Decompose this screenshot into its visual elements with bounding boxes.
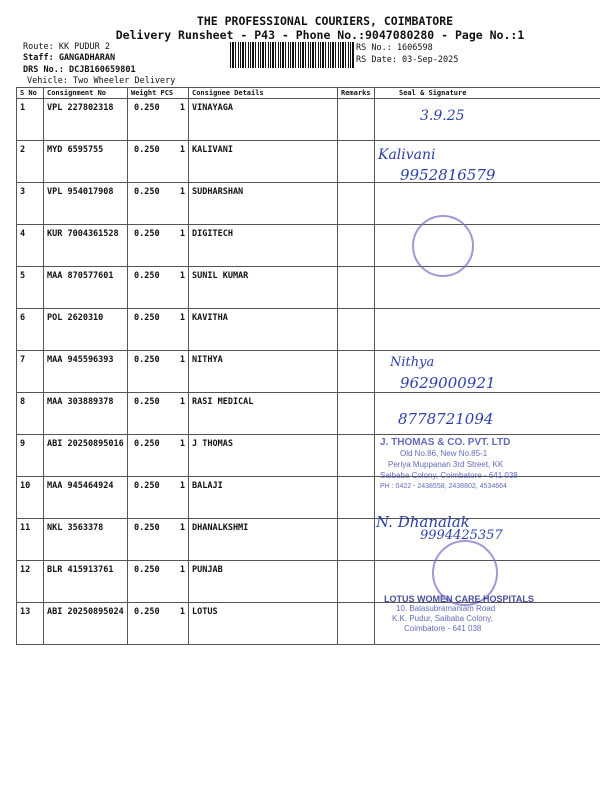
table-row xyxy=(17,351,600,393)
weight-pcs-cell xyxy=(128,435,189,477)
consignee-name: NITHYA xyxy=(189,351,338,393)
seal-signature-cell xyxy=(375,99,600,141)
weight: 0.250 xyxy=(134,397,160,407)
seal-signature-cell xyxy=(375,267,600,309)
handwritten-phone: 9952816579 xyxy=(400,166,496,184)
weight: 0.250 xyxy=(134,187,160,197)
remarks-cell xyxy=(338,183,375,225)
pieces: 1 xyxy=(179,313,185,323)
remarks-cell xyxy=(338,309,375,351)
seal-signature-cell xyxy=(375,225,600,267)
lotus-stamp xyxy=(384,594,534,634)
weight-pcs-cell xyxy=(128,519,189,561)
stamp-line: Periya Muppanan 3rd Street, KK xyxy=(388,460,504,469)
consignment-number: VPL 954017908 xyxy=(44,183,128,225)
weight: 0.250 xyxy=(134,565,160,575)
barcode xyxy=(230,42,354,68)
company-title: THE PROFESSIONAL COURIERS, COIMBATORE xyxy=(196,14,454,28)
remarks-cell xyxy=(338,561,375,603)
serial-number: 9 xyxy=(17,435,44,477)
remarks-cell xyxy=(338,519,375,561)
remarks-cell xyxy=(338,225,375,267)
weight: 0.250 xyxy=(134,355,160,365)
serial-number: 10 xyxy=(17,477,44,519)
column-header: S No xyxy=(17,88,44,99)
table-row xyxy=(17,183,600,225)
weight: 0.250 xyxy=(134,523,160,533)
pieces: 1 xyxy=(179,187,185,197)
remarks-cell xyxy=(338,267,375,309)
weight-pcs-cell xyxy=(128,477,189,519)
drs-number: DRS No.: DCJB160659801 xyxy=(23,65,136,75)
weight-pcs-cell xyxy=(128,561,189,603)
stamp-line: 10. Balasubramaniam Road xyxy=(396,604,496,613)
handwritten-phone: 9629000921 xyxy=(400,374,496,392)
consignment-number: NKL 3563378 xyxy=(44,519,128,561)
weight: 0.250 xyxy=(134,481,160,491)
stamp-line: Coimbatore - 641 038 xyxy=(404,624,482,633)
thomas-stamp xyxy=(380,437,518,492)
serial-number: 12 xyxy=(17,561,44,603)
column-header: Consignment No xyxy=(44,88,128,99)
consignee-name: PUNJAB xyxy=(189,561,338,603)
handwritten-phone: 9994425357 xyxy=(420,528,503,543)
consignment-number: MAA 303889378 xyxy=(44,393,128,435)
serial-number: 13 xyxy=(17,603,44,645)
handwritten-phone: 8778721094 xyxy=(398,410,494,428)
remarks-cell xyxy=(338,603,375,645)
table-row xyxy=(17,99,600,141)
weight-pcs-cell xyxy=(128,267,189,309)
seal-signature-cell xyxy=(375,309,600,351)
remarks-cell xyxy=(338,435,375,477)
table-row xyxy=(17,393,600,435)
remarks-cell xyxy=(338,393,375,435)
handwritten-date: 3.9.25 xyxy=(420,108,465,124)
pieces: 1 xyxy=(179,397,185,407)
column-header: Remarks xyxy=(338,88,375,99)
table-row xyxy=(17,309,600,351)
consignee-name: VINAYAGA xyxy=(189,99,338,141)
consignee-name: J THOMAS xyxy=(189,435,338,477)
weight-pcs-cell xyxy=(128,351,189,393)
table-row xyxy=(17,519,600,561)
consignee-name: DIGITECH xyxy=(189,225,338,267)
consignee-name: KALIVANI xyxy=(189,141,338,183)
pieces: 1 xyxy=(179,439,185,449)
serial-number: 8 xyxy=(17,393,44,435)
table-row xyxy=(17,267,600,309)
consignee-name: LOTUS xyxy=(189,603,338,645)
pieces: 1 xyxy=(179,523,185,533)
serial-number: 11 xyxy=(17,519,44,561)
remarks-cell xyxy=(338,351,375,393)
stamp-line: J. THOMAS & CO. PVT. LTD xyxy=(380,437,511,448)
pieces: 1 xyxy=(179,355,185,365)
weight-pcs-cell xyxy=(128,393,189,435)
staff: Staff: GANGADHARAN xyxy=(23,53,116,63)
consignment-number: ABI 20250895016 xyxy=(44,435,128,477)
stamp-line: PH : 0422 - 2438558, 2438802, 4534664 xyxy=(380,483,507,490)
rs-number: RS No.: 1606598 xyxy=(356,43,433,53)
consignment-number: MYD 6595755 xyxy=(44,141,128,183)
pieces: 1 xyxy=(179,103,185,113)
weight-pcs-cell xyxy=(128,309,189,351)
pieces: 1 xyxy=(179,565,185,575)
consignee-name: SUDHARSHAN xyxy=(189,183,338,225)
consignee-name: DHANALKSHMI xyxy=(189,519,338,561)
column-header: Consignee Details xyxy=(189,88,338,99)
seal-signature-cell xyxy=(375,183,600,225)
weight: 0.250 xyxy=(134,145,160,155)
consignee-name: RASI MEDICAL xyxy=(189,393,338,435)
runsheet-table xyxy=(16,87,600,645)
stamp-line: LOTUS WOMEN CARE HOSPITALS xyxy=(384,594,534,604)
serial-number: 6 xyxy=(17,309,44,351)
table-row xyxy=(17,141,600,183)
runsheet-subtitle: Delivery Runsheet - P43 - Phone No.:9047080280 - Page No.:1 xyxy=(115,28,525,42)
pieces: 1 xyxy=(179,145,185,155)
consignment-number: ABI 20250895024 xyxy=(44,603,128,645)
weight-pcs-cell xyxy=(128,141,189,183)
weight-pcs-cell xyxy=(128,225,189,267)
handwritten-name: Nithya xyxy=(390,355,435,370)
consignee-name: SUNIL KUMAR xyxy=(189,267,338,309)
pieces: 1 xyxy=(179,481,185,491)
serial-number: 3 xyxy=(17,183,44,225)
weight: 0.250 xyxy=(134,271,160,281)
route: Route: KK PUDUR 2 xyxy=(23,42,110,52)
serial-number: 2 xyxy=(17,141,44,183)
weight-pcs-cell xyxy=(128,99,189,141)
serial-number: 7 xyxy=(17,351,44,393)
remarks-cell xyxy=(338,99,375,141)
consignment-number: MAA 945596393 xyxy=(44,351,128,393)
rs-date: RS Date: 03-Sep-2025 xyxy=(356,55,459,65)
weight-pcs-cell xyxy=(128,603,189,645)
pieces: 1 xyxy=(179,271,185,281)
consignee-name: KAVITHA xyxy=(189,309,338,351)
column-header: Weight PCS xyxy=(128,88,189,99)
pieces: 1 xyxy=(179,607,185,617)
handwritten-name: N. Dhanalak xyxy=(376,513,470,531)
consignment-number: BLR 415913761 xyxy=(44,561,128,603)
weight: 0.250 xyxy=(134,229,160,239)
weight: 0.250 xyxy=(134,607,160,617)
consignment-number: MAA 945464924 xyxy=(44,477,128,519)
stamp-line: Saibaba Colony, Coimbatore - 641 038 xyxy=(380,471,518,480)
weight: 0.250 xyxy=(134,439,160,449)
pieces: 1 xyxy=(179,229,185,239)
table-row xyxy=(17,225,600,267)
consignment-number: VPL 227802318 xyxy=(44,99,128,141)
consignment-number: KUR 7004361528 xyxy=(44,225,128,267)
handwritten-name: Kalivani xyxy=(378,147,436,163)
serial-number: 4 xyxy=(17,225,44,267)
column-header: Seal & Signature xyxy=(375,88,600,99)
serial-number: 5 xyxy=(17,267,44,309)
digitech-seal xyxy=(412,215,474,277)
serial-number: 1 xyxy=(17,99,44,141)
consignment-number: POL 2620310 xyxy=(44,309,128,351)
vehicle: Vehicle: Two Wheeler Delivery xyxy=(27,76,176,86)
consignee-name: BALAJI xyxy=(189,477,338,519)
weight: 0.250 xyxy=(134,103,160,113)
weight: 0.250 xyxy=(134,313,160,323)
weight-pcs-cell xyxy=(128,183,189,225)
consignment-number: MAA 870577601 xyxy=(44,267,128,309)
stamp-line: Old No.86, New No.85-1 xyxy=(400,449,488,458)
remarks-cell xyxy=(338,141,375,183)
stamp-line: K.K. Pudur, Saibaba Colony, xyxy=(392,614,493,623)
remarks-cell xyxy=(338,477,375,519)
